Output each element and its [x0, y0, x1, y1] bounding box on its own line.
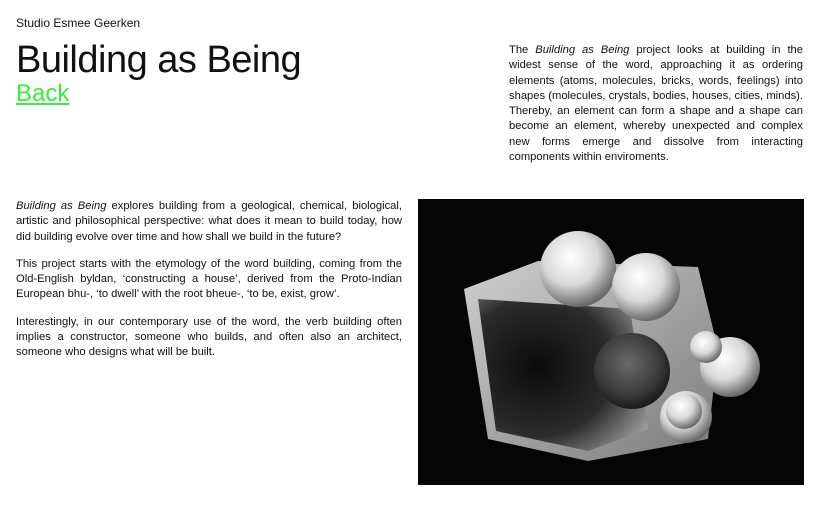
back-link[interactable]: Back	[16, 80, 70, 107]
crystal-spheres-image	[418, 199, 804, 485]
intro-paragraph	[509, 43, 803, 165]
body-paragraph-3: Interestingly, in our contemporary use of the word, the verb building often implies a constructor, someone who builds, and often also an architect, someone who designs what will be built.	[16, 315, 402, 359]
studio-name[interactable]: Studio Esmee Geerken	[16, 16, 141, 30]
body-paragraph-2: This project starts with the etymology of the word building, coming from the Old-English byldan, ‘constructing a house’, derived from the Proto-Indian European bhu-, ‘to dwell’ with the root bheue-, ‘to be, exist, grow’.	[16, 257, 402, 301]
intro-project-name: Building as Being	[535, 44, 630, 56]
body-text	[16, 199, 402, 373]
intro-prefix: The	[509, 44, 536, 56]
page-title: Building as Being	[16, 39, 302, 81]
intro-text: project looks at building in the widest sense of the word, approaching it as ordering elements (atoms, molecules, bricks, words, feelings) into shapes (molecules, crystals, bodies, houses, cities, minds). Thereby, an element can form a shape and a shape can become an element, whereby unexpected and complex new forms emerge and dissolve from interacting components within enviroments.	[509, 44, 804, 164]
body-paragraph-1-text: explores building from a geological, chemical, biological, artistic and philosophical perspective: what does it mean to build today, how did building evolve over time and how shall we build in the future?	[16, 200, 402, 243]
body-paragraph-1	[16, 199, 402, 245]
microscope-photo	[418, 199, 804, 485]
body-project-name: Building as Being	[16, 200, 107, 212]
